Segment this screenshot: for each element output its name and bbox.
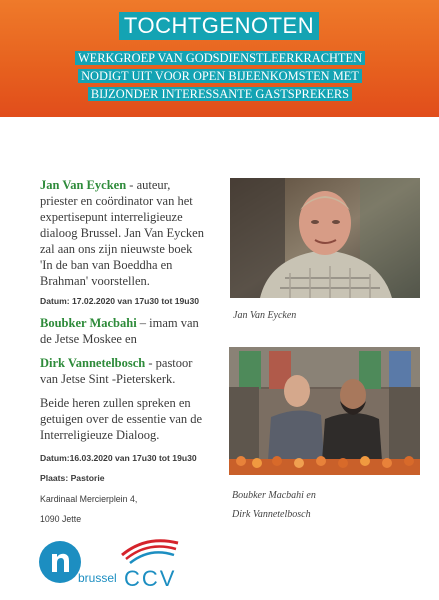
event2-speaker1: Boubker Macbahi – imam van bbox=[40, 316, 199, 330]
header-banner bbox=[0, 0, 439, 117]
event2-line: Beide heren zullen spreken en bbox=[40, 396, 191, 410]
event1-line: expertisepunt interreligieuze bbox=[40, 210, 183, 224]
event1-line: zal aan ons zijn nieuwste boek bbox=[40, 242, 193, 256]
subtitle-line-2: NODIGT UIT VOOR OPEN BIJEENKOMSTEN MET bbox=[50, 68, 390, 85]
speaker-name-jan: Jan Van Eycken bbox=[40, 178, 127, 192]
event1-line: 'In de ban van Boeddha en bbox=[40, 258, 173, 272]
event2-address-street: Kardinaal Mercierplein 4, bbox=[40, 494, 138, 504]
event1-date: Datum: 17.02.2020 van 17u30 tot 19u30 bbox=[40, 296, 200, 306]
event2-place: Plaats: Pastorie bbox=[40, 473, 105, 483]
ccv-wordmark: CCV bbox=[124, 566, 177, 591]
group-photo-image bbox=[229, 347, 420, 475]
event2-line: van Jetse Sint -Pieterskerk. bbox=[40, 372, 176, 386]
n-brussel-logo-icon bbox=[38, 540, 82, 584]
event2-line: getuigen over de essentie van de bbox=[40, 412, 203, 426]
event2-speaker2: Dirk Vannetelbosch - pastoor bbox=[40, 356, 193, 370]
portrait-image bbox=[230, 178, 420, 298]
speaker-name-dirk: Dirk Vannetelbosch bbox=[40, 356, 146, 370]
brussel-wordmark: brussel bbox=[78, 571, 117, 585]
photo-jan-van-eycken bbox=[230, 178, 420, 298]
event2-date: Datum:16.03.2020 van 17u30 tot 19u30 bbox=[40, 453, 197, 463]
subtitle-line-3: BIJZONDER INTERESSANTE GASTSPREKERS bbox=[50, 86, 390, 103]
event1-line: Brahman' voorstellen. bbox=[40, 274, 150, 288]
photo-boubker-and-dirk bbox=[229, 347, 420, 475]
event2-line: Interreligieuze Dialoog. bbox=[40, 428, 160, 442]
subtitle-line-1: WERKGROEP VAN GODSDIENSTLEERKRACHTEN bbox=[50, 50, 390, 67]
ccv-logo-icon bbox=[116, 533, 198, 591]
photo2-caption-line2: Dirk Vannetelbosch bbox=[232, 509, 311, 520]
speaker-name-boubker: Boubker Macbahi bbox=[40, 316, 137, 330]
event1-intro: Jan Van Eycken - auteur, bbox=[40, 178, 171, 192]
event2-address-city: 1090 Jette bbox=[40, 514, 82, 524]
page-title: TOCHTGENOTEN bbox=[119, 12, 319, 40]
photo1-caption: Jan Van Eycken bbox=[233, 310, 297, 321]
event2-line: de Jetse Moskee en bbox=[40, 332, 137, 346]
event1-line: priester en coördinator van het bbox=[40, 194, 193, 208]
photo2-caption-line1: Boubker Macbahi en bbox=[232, 490, 316, 501]
event1-line: dialoog Brussel. Jan Van Eycken bbox=[40, 226, 204, 240]
